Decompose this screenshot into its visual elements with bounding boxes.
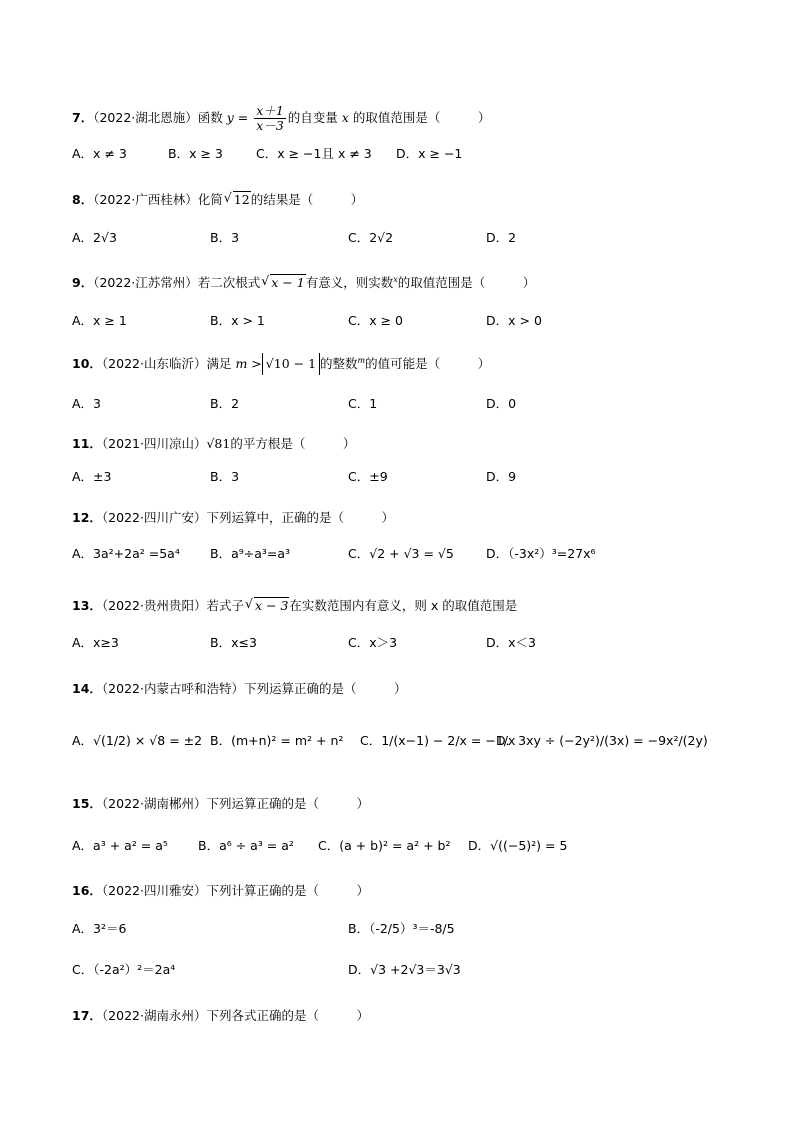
question-10: 10．（2022·山东临沂）满足 m > √10 − 1 的整数$^m$的值可能是（ ） [72,353,490,375]
option-c[interactable]: C．x ≥ −1且 x ≠ 3 [256,146,372,161]
question-number: 8 [72,192,81,207]
question-text: 的取值范围是（ ） [397,275,536,290]
question-text: 有意义，则实数 [305,275,394,290]
option-b[interactable]: B．a⁹÷a³=a³ [210,546,291,561]
math-expression: √81 [206,436,231,451]
question-14: 14．（2022·内蒙古呼和浩特）下列运算正确的是（ ） [72,681,407,696]
square-root [261,275,305,290]
option-c[interactable]: C．1/(x−1) − 2/x = −1/x [360,733,516,748]
question-text: 下列计算正确的是（ ） [206,883,369,898]
question-text: 化简 [197,192,223,207]
option-d[interactable]: D．√3 +2√3＝3√3 [348,962,461,977]
option-c[interactable]: C．2√2 [348,230,394,245]
option-a[interactable]: A．a³ + a² = a⁵ [72,838,168,853]
option-c[interactable]: C．（-2a²）²＝2a⁴ [72,962,176,977]
question-text: 若式子 [206,598,244,613]
option-d[interactable]: D．x > 0 [486,313,542,328]
question-number: 14 [72,681,90,696]
square-root [224,192,251,207]
options-16-row2 [72,960,722,980]
options-7 [72,144,722,164]
question-number: 11 [72,436,90,451]
options-13 [72,633,722,653]
option-b[interactable]: B．（-2/5）³＝-8/5 [348,921,455,936]
option-c[interactable]: C．√2 + √3 = √5 [348,546,454,561]
option-c[interactable]: C．x ≥ 0 [348,313,403,328]
option-c[interactable]: C．(a + b)² = a² + b² [318,838,451,853]
options-10 [72,394,722,414]
question-17: 17．（2022·湖南永州）下列各式正确的是（ ） [72,1008,369,1023]
question-text: 满足 [206,356,232,371]
absolute-value: √10 − 1 [262,353,320,375]
options-14 [72,731,722,751]
question-source: （2022·江苏常州） [93,275,198,290]
option-d[interactable]: D．（-3x²）³=27x⁶ [486,546,596,561]
option-d[interactable]: D．2 [486,230,517,245]
math-expression: y = [226,110,249,125]
question-15: 15．（2022·湖南郴州）下列运算正确的是（ ） [72,796,369,811]
math-variable: m [357,355,366,365]
question-text: 函数 [197,110,223,125]
options-16-row1 [72,919,722,939]
option-a[interactable]: A．2√3 [72,230,117,245]
question-9: 9．（2022·江苏常州）若二次根式 √ x − 1有意义，则实数$^x$的取值范围是（ ） [72,273,535,291]
math-variable: x [393,274,398,284]
question-text: 在实数范围内有意义，则 x 的取值范围是 [289,598,518,613]
question-number: 15 [72,796,90,811]
question-text: 下列运算正确的是（ ） [243,681,407,696]
option-b[interactable]: B．x > 1 [210,313,265,328]
question-number: 9 [72,275,81,290]
question-source: （2022·湖北恩施） [93,110,198,125]
question-source: （2021·四川凉山） [101,436,207,451]
question-text: 的结果是（ ） [250,192,364,207]
question-number: 7 [72,110,81,125]
options-9 [72,311,722,331]
option-a[interactable]: A．x≥3 [72,635,119,650]
question-13: 13．（2022·贵州贵阳）若式子 √ x − 3在实数范围内有意义，则 x 的取值范围是 [72,596,517,614]
option-a[interactable]: A．±3 [72,469,112,484]
fraction-numerator: x＋1 [256,103,284,118]
question-source: （2022·四川广安） [101,510,207,525]
option-d[interactable]: D．√((−5)²) = 5 [468,838,568,853]
question-source: （2022·广西桂林） [93,192,198,207]
option-b[interactable]: B．3 [210,230,240,245]
square-root [245,598,289,613]
option-c[interactable]: C．x＞3 [348,635,398,650]
math-expression: m > [235,356,262,371]
option-a[interactable]: A．x ≥ 1 [72,313,127,328]
question-11: 11．（2021·四川凉山）√81的平方根是（ ） [72,436,356,451]
option-a[interactable]: A．3²＝6 [72,921,127,936]
question-text: 的自变量 [287,110,338,125]
option-a[interactable]: A．3a²+2a² =5a⁴ [72,546,180,561]
math-variable: x [341,110,349,125]
question-source: （2022·内蒙古呼和浩特） [101,681,244,696]
option-b[interactable]: B．x≤3 [210,635,257,650]
option-a[interactable]: A．x ≠ 3 [72,146,127,161]
question-16: 16．（2022·四川雅安）下列计算正确的是（ ） [72,883,369,898]
option-c[interactable]: C．±9 [348,469,388,484]
question-number: 12 [72,510,90,525]
option-b[interactable]: B．x ≥ 3 [168,146,223,161]
option-c[interactable]: C．1 [348,396,378,411]
question-number: 17 [72,1008,90,1023]
question-source: （2022·四川雅安） [101,883,207,898]
radicand: 12 [233,192,250,207]
question-12: 12．（2022·四川广安）下列运算中，正确的是（ ） [72,510,394,525]
question-8: 8．（2022·广西桂林）化简 √ 12的结果是（ ） [72,190,363,208]
option-b[interactable]: B．a⁶ ÷ a³ = a² [198,838,294,853]
option-b[interactable]: B．(m+n)² = m² + n² [210,733,344,748]
question-text: 下列运算中，正确的是（ ） [206,510,394,525]
fraction-denominator: x－3 [256,118,284,133]
question-number: 13 [72,598,90,613]
option-d[interactable]: D．0 [486,396,517,411]
radicand: x − 1 [271,275,305,290]
options-8 [72,228,722,248]
question-text: 的值可能是（ ） [365,356,491,371]
question-text: 的平方根是（ ） [230,436,356,451]
option-a[interactable]: A．√(1/2) × √8 = ±2 [72,733,203,748]
options-12 [72,544,722,564]
question-source: （2022·湖南郴州） [101,796,207,811]
question-source: （2022·山东临沂） [101,356,207,371]
question-text: 下列各式正确的是（ ） [206,1008,369,1023]
question-7: 7．（2022·湖北恩施）函数 y = $\frac{x+1}{x-3}$ 的自变量 x 的取值范围是（ ） [72,103,491,133]
option-a[interactable]: A．3 [72,396,102,411]
question-number: 16 [72,883,90,898]
question-source: （2022·湖南永州） [101,1008,207,1023]
question-text: 的整数 [320,356,358,371]
fraction [254,104,286,133]
question-text: 下列运算正确的是（ ） [206,796,369,811]
options-11 [72,467,722,487]
option-d[interactable]: D．x ≥ −1 [396,146,463,161]
option-d[interactable]: D．x＜3 [486,635,536,650]
option-b[interactable]: B．2 [210,396,240,411]
options-15 [72,836,722,856]
option-d[interactable]: D．9 [486,469,517,484]
option-b[interactable]: B．3 [210,469,240,484]
question-source: （2022·贵州贵阳） [101,598,207,613]
question-text: 的取值范围是（ ） [352,110,491,125]
question-text: 若二次根式 [197,275,261,290]
question-number: 10 [72,356,90,371]
radicand: x − 3 [254,598,289,613]
option-d[interactable]: D．3xy ÷ (−2y²)/(3x) = −9x²/(2y) [496,733,708,748]
